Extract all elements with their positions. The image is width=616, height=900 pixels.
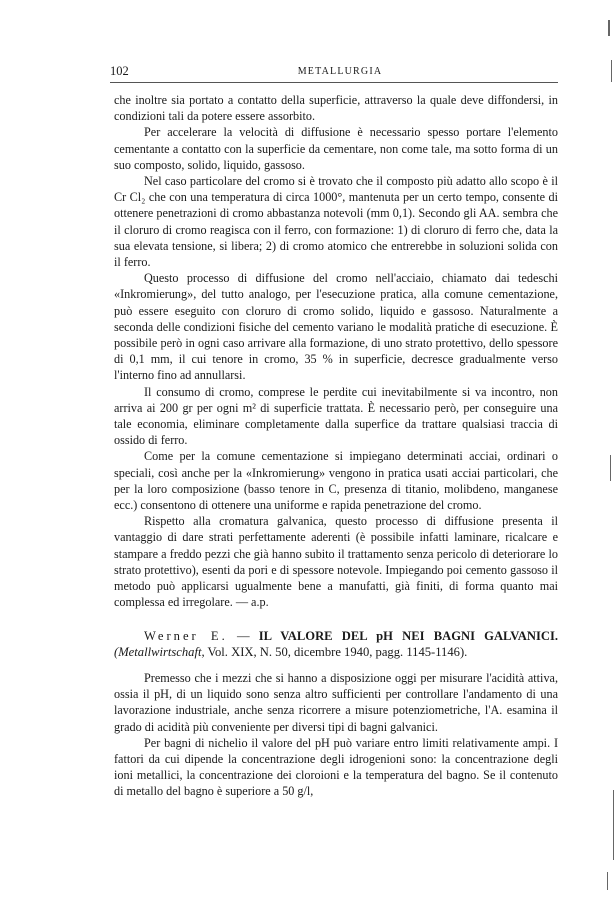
paragraph-continued: che inoltre sia portato a contatto della superficie, attraverso la quale deve diffondersi, in condizioni tali da potere essere assorbito. [114,93,558,124]
article-citation: Vol. XIX, N. 50, dicembre 1940, pagg. 1145-1146). [207,644,468,659]
article-title: IL VALORE DEL pH NEI BAGNI GALVANICI. [258,628,559,643]
scan-edge-mark [607,872,608,890]
paragraph: Come per la comune cementazione si impiegano determinati acciai, ordinari o speciali, così anche per la «Inkromierung» vengono in pratica usati acciai particolari, che per la loro composizione (basso tenore in C, presenza di titanio, molibdeno, manganese ecc.) consentono di ottenere una uniforme e rapida penetrazione del cromo. [114,449,558,513]
heading-dash: — [236,628,250,643]
scan-edge-mark [611,60,612,82]
paragraph: Questo processo di diffusione del cromo nell'acciaio, chiamato dai tedeschi «Inkromierung», del tutto analogo, per l'esecuzione pratica, alla comune cementazione, può essere eseguito con cloruro di cromo solido, liquido e gassoso. Naturalmente a seconda delle condizioni fisiche del cemento variano le modalità pratiche di esecuzione. È possibile però in ogni caso arrivare alla formazione, di uno strato protettivo, dello spessore di 0,1 mm, il cui tenore in cromo, 35 % in superficie, decresce gradualmente verso l'interno fino ad annullarsi. [114,271,558,383]
paragraph: Rispetto alla cromatura galvanica, questo processo di diffusione presenta il vantaggio di dare strati perfettamente aderenti (è possibile infatti laminare, ricalcare e stampare a freddo pezzi che già hanno subito il trattamento senza pericolo di deteriorare lo strato protettivo), esenti da pori e di spessore notevole. Impiegando poi cemento gassoso il metodo può applicarsi ugualmente bene a manufatti, già finiti, di forma quanto mai complessa ed irregolare. — a.p. [114,514,558,610]
paragraph: Per bagni di nichelio il valore del pH può variare entro limiti relativamente ampi. I fattori da cui dipende la concentrazione degli idrogenioni sono: la concentrazione degli ioni metallici, la concentrazione dei cloroioni e la temperatura del bagno. Se il contenuto di metallo del bagno è superiore a 50 g/l, [114,735,558,799]
running-title: METALLURGIA [297,66,383,77]
paragraph: Il consumo di cromo, comprese le perdite cui inevitabilmente si va incontro, non arriva ai 200 gr per ogni m² di superficie trattata. È necessario però, per conseguire una tale economia, eliminare completamente dalla superfice da trattare qualsiasi traccia di ossido di ferro. [114,384,558,448]
paragraph: Nel caso particolare del cromo si è trovato che il composto più adatto allo scopo è il Cr Cl₂ che con una temperatura di circa 1000°, mantenuta per un certo tempo, consente di ottenere penetrazioni di cromo abbastanza notevoli (mm 0,1). Secondo gli AA. sembra che il cloruro di cromo reagisca con il ferro, con formazione: 1) di cloruro di ferro che, data la sua elevata tensione, si libera; 2) di cromo atomico che entrerebbe in soluzioni solida con il ferro. [114,174,558,270]
scan-edge-mark [608,20,610,36]
body-text [114,92,558,800]
paragraph: Premesso che i mezzi che si hanno a disposizione oggi per misurare l'acidità attiva, ossia il pH, di un liquido sono senza altro sufficienti per controllare l'andamento di una lavorazione industriale, anche senza ricorrere a misure potenziometriche, l'A. esamina il grado di acidità più conveniente per diversi tipi di bagni galvanici. [114,670,558,734]
page-number: 102 [110,64,129,78]
section-separator [114,611,558,628]
paragraph: Per accelerare la velocità di diffusione è necessario spesso portare l'elemento cementante a contatto con la superficie da cementare, non come tale, ma sotto forma di un suo composto, solido, liquido, gassoso. [114,125,558,172]
article-journal: (Metallwirtschaft, [114,644,205,659]
header-rule [110,82,558,83]
scan-edge-mark [610,455,611,481]
article-author: Werner E. [144,628,228,643]
article-heading [114,628,558,660]
heading-gap [114,660,558,670]
scan-edge-mark [613,790,614,860]
